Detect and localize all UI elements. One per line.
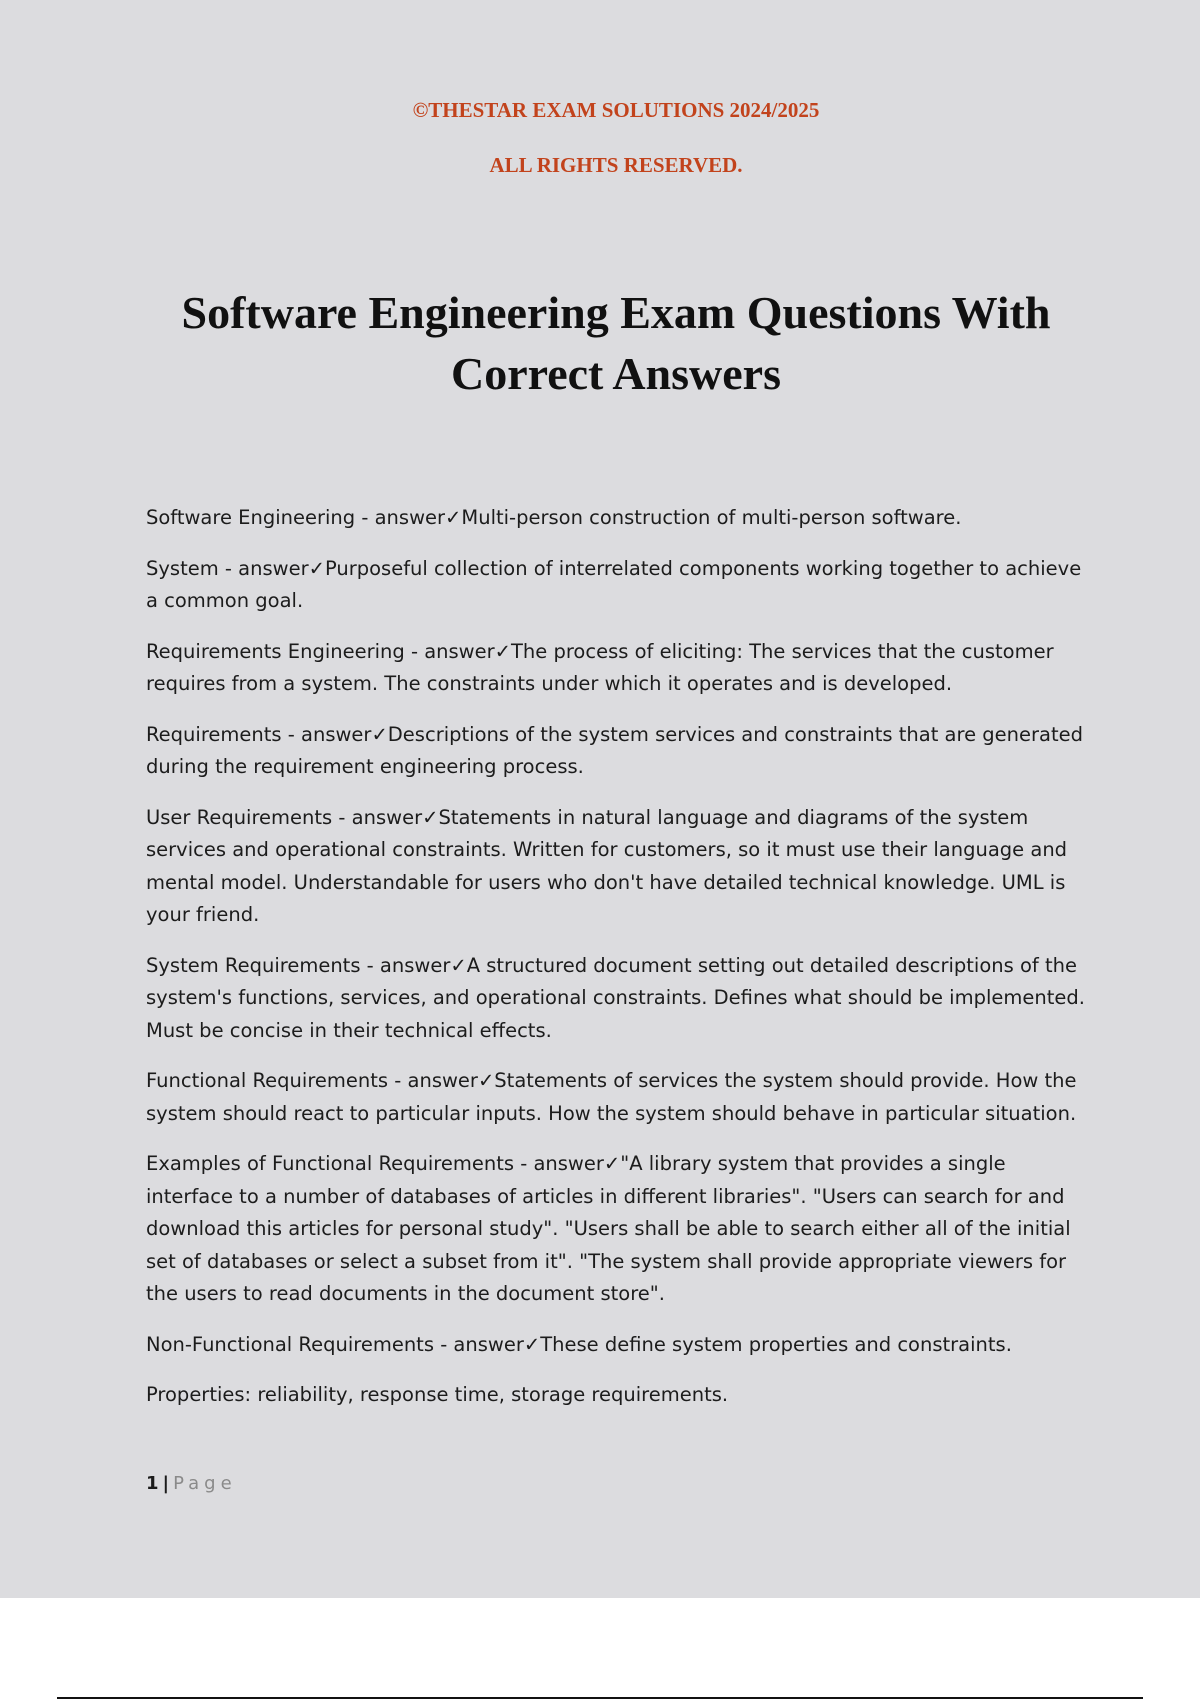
qa-entry: [146, 950, 1096, 1048]
entry-separator: - answer: [434, 1332, 524, 1356]
entry-term: Examples of Functional Requirements: [146, 1152, 515, 1175]
entry-definition: The process of eliciting: The services that the customer requires from a system. The constraints under which it operates and is developed.: [146, 639, 1054, 695]
qa-entry: [146, 719, 1096, 784]
check-icon: ✓: [477, 1069, 495, 1092]
entry-term: Software Engineering: [146, 506, 356, 529]
check-icon: ✓: [371, 722, 388, 746]
document-title: Software Engineering Exam Questions With Correct Answers: [181, 287, 1051, 399]
page-footer: [146, 1473, 237, 1494]
entry-separator: - answer: [332, 805, 423, 829]
entry-definition: Purposeful collection of interrelated components working together to achieve a common goal.: [146, 556, 1082, 612]
check-icon: ✓: [523, 1332, 541, 1356]
bottom-divider: [57, 1697, 1143, 1699]
check-icon: ✓: [450, 953, 467, 977]
entry-term: Functional Requirements: [146, 1069, 389, 1092]
entry-definition: "A library system that provides a single interface to a number of databases of articles in different libraries". "Users can search for and download this articles for personal study". "Users shall be able to search either all of the initial set of databases or select a subset from it". "The system shall provide appropriate viewers for the users to read documents in the document store".: [146, 1152, 1071, 1305]
check-icon: ✓: [445, 506, 462, 529]
entry-separator: - answer: [281, 722, 372, 746]
entry-term: Requirements Engineering: [146, 639, 405, 663]
entry-term: System: [146, 556, 219, 580]
entry-term: System Requirements: [146, 953, 361, 977]
entry-definition: Statements of services the system should provide. How the system should react to particular inputs. How the system should behave in particular situation.: [146, 1069, 1077, 1125]
check-icon: ✓: [494, 639, 511, 663]
entry-definition: Descriptions of the system services and constraints that are generated during the requirement engineering process.: [146, 722, 1084, 778]
footer-divider: |: [162, 1473, 170, 1494]
page-label: Page: [173, 1473, 237, 1494]
entry-separator: - answer: [514, 1152, 604, 1175]
qa-entry: [146, 502, 1096, 535]
properties-line: Properties: reliability, response time, storage requirements.: [146, 1383, 729, 1406]
qa-entry: [146, 553, 1096, 618]
entry-separator: - answer: [360, 953, 451, 977]
qa-list: [146, 502, 1096, 1430]
copyright-header: ©THESTAR EXAM SOLUTIONS 2024/2025: [412, 98, 820, 122]
entry-separator: - answer: [218, 556, 309, 580]
entry-separator: - answer: [355, 506, 446, 529]
entry-separator: - answer: [388, 1069, 478, 1092]
qa-entry: [146, 636, 1096, 701]
entry-term: Non-Functional Requirements: [146, 1332, 434, 1356]
page-number: 1: [146, 1473, 159, 1494]
entry-definition: Multi-person construction of multi-person software.: [461, 506, 962, 529]
check-icon: ✓: [308, 556, 325, 580]
check-icon: ✓: [603, 1152, 621, 1175]
entry-definition: These define system properties and constraints.: [540, 1332, 1012, 1356]
rights-reserved-header: ALL RIGHTS RESERVED.: [489, 153, 743, 177]
entry-definition: Statements in natural language and diagrams of the system services and operational constraints. Written for customers, so it must use their language and mental model. Understandable for users who don't have detailed technical knowledge. UML is your friend.: [146, 805, 1068, 926]
check-icon: ✓: [422, 805, 439, 829]
entry-term: User Requirements: [146, 805, 333, 829]
qa-entry: [146, 1148, 1096, 1311]
qa-entry: [146, 1329, 1096, 1362]
qa-entry: [146, 1065, 1096, 1130]
entry-separator: - answer: [404, 639, 495, 663]
entry-definition: A structured document setting out detailed descriptions of the system's functions, services, and operational constraints. Defines what should be implemented. Must be concise in their technical effects.: [146, 953, 1085, 1042]
entry-term: Requirements: [146, 722, 282, 746]
qa-entry: [146, 802, 1096, 932]
